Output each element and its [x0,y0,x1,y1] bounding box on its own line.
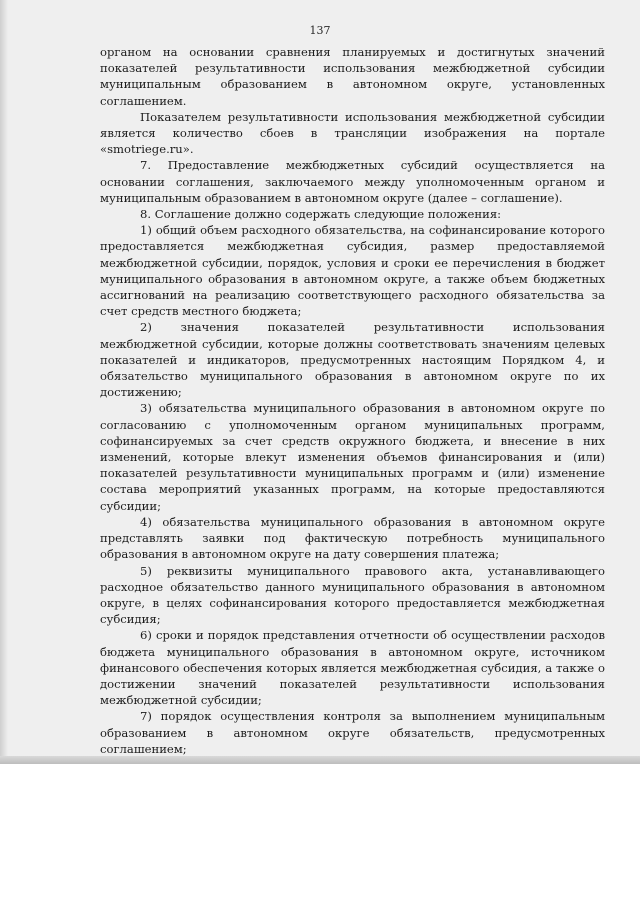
page-number: 137 [309,24,331,37]
document-body [100,44,605,757]
paragraph-indicator: Показателем результативности использования межбюджетной субсидии является количество сбоев в трансляции изображения на портале «smotriege.ru». [100,109,605,157]
paragraph-clause-8: 8. Соглашение должно содержать следующие положения: [140,207,502,222]
scan-bottom-edge [0,756,640,764]
page-fold-shadow [0,0,8,762]
list-item-4: 4) обязательства муниципального образования в автономном округе представлять заявки под фактическую потребность муниципального образования в автономном округе на дату совершения платежа; [100,514,605,562]
list-item-5: 5) реквизиты муниципального правового акта, устанавливающего расходное обязательство данного муниципального образования в автономном округе, в целях софинансирования которого предоставляется межбюджетная субсидия; [100,563,605,627]
list-item-3: 3) обязательства муниципального образования в автономном округе по согласованию с уполномоченным органом муниципальных программ, софинансируемых за счет средств окружного бюджета, и внесение в них изменений, которые влекут изменения объемов финансирования и (или) показателей результативности муниципальных программ и (или) изменение состава мероприятий указанных программ, на которые предоставляются субсидии; [100,401,605,513]
list-item-6: 6) сроки и порядок представления отчетности об осуществлении расходов бюджета муниципального образования в автономном округе, источником финансового обеспечения которых является межбюджетная субсидия, а также о достижении значений показателей результативности использования межбюджетной субсидии; [100,628,605,708]
paragraph-clause-7: 7. Предоставление межбюджетных субсидий осуществляется на основании соглашения, заключаемого между уполномоченным органом и муниципальным образованием в автономном округе (далее – соглашение). [100,158,605,205]
list-item-2: 2) значения показателей результативности использования межбюджетной субсидии, которые должны соответствовать значениям целевых показателей и индикаторов, предусмотренных настоящим Порядком 4, и обязательство муниципального образования в автономном округе по их достижению; [100,320,605,400]
list-item-7: 7) порядок осуществления контроля за выполнением муниципальным образованием в автономном округе обязательств, предусмотренных соглашением; [100,709,605,756]
list-item-1: 1) общий объем расходного обязательства, на софинансирование которого предоставляется межбюджетная субсидия, размер предоставляемой межбюджетной субсидии, порядок, условия и сроки ее перечисления в бюджет муниципального образования в автономном округе, а также объем бюджетных ассигнований на реализацию соответствующего расходного обязательства за счет средств местного бюджета; [100,223,605,319]
paragraph-continuation: органом на основании сравнения планируемых и достигнутых значений показателей результативности использования межбюджетной субсидии муниципальным образованием в автономном округе, установленных соглашением. [100,45,605,108]
